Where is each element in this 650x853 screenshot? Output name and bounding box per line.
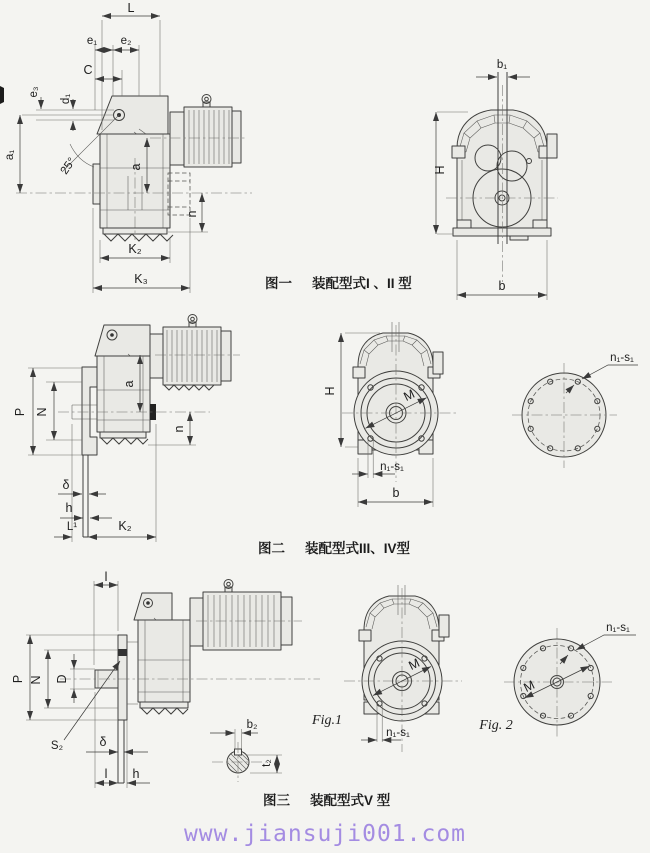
dim-label-P: P xyxy=(11,674,25,684)
dim-label-M-front: M xyxy=(406,655,422,673)
dim-label-n1s1-front: n₁-s₁ xyxy=(386,727,410,739)
dim-label-D: D xyxy=(55,674,69,684)
dim-label-K2: K₂ xyxy=(118,519,132,533)
dim-label-h: h xyxy=(132,767,140,781)
hollow-shaft-hidden xyxy=(168,173,190,215)
dim-label-M-flange: M xyxy=(521,677,537,695)
dim-label-delta: δ xyxy=(62,478,70,492)
fig1-caption-no: 图一 xyxy=(265,276,292,291)
fig1-caption-title: 装配型式I 、II 型 xyxy=(312,276,412,291)
mounting-flange xyxy=(118,635,127,720)
dim-label-t2: t₂ xyxy=(261,759,273,767)
dim-label-a: a xyxy=(122,380,136,388)
dim-label-K3: K₃ xyxy=(134,272,148,286)
gear-housing xyxy=(97,356,150,432)
dim-label-a: a xyxy=(129,163,143,171)
fig2-caption-title: 装配型式III、IV型 xyxy=(305,541,411,556)
fig3-side-view xyxy=(60,580,320,784)
scan-artifact xyxy=(0,86,4,104)
dim-label-L: L xyxy=(127,1,135,15)
dim-label-S2: S₂ xyxy=(50,740,64,752)
dim-label-n: n xyxy=(185,210,199,218)
dim-label-b2: b₂ xyxy=(246,719,258,731)
fig2-caption xyxy=(258,537,410,557)
fig1-front-view xyxy=(446,72,558,282)
fig1-caption xyxy=(265,272,412,292)
fig3-caption xyxy=(263,789,390,809)
dim-label-L1: L¹ xyxy=(66,521,78,533)
mounting-wall xyxy=(83,455,88,537)
mounting-flange xyxy=(82,367,97,455)
dim-label-C: C xyxy=(83,63,93,77)
fig3-shaft-section xyxy=(210,713,342,782)
dim-label-K2: K₂ xyxy=(128,242,142,256)
dim-label-M: M xyxy=(401,386,417,404)
dim-label-e1: e₁ xyxy=(86,35,98,47)
fig3-caption-title: 装配型式V 型 xyxy=(310,793,391,808)
dim-label-e3: e₃ xyxy=(28,86,40,98)
dim-label-l-bottom: l xyxy=(104,767,108,781)
dim-label-P: P xyxy=(13,407,27,417)
dim-label-N: N xyxy=(35,407,49,417)
gear-housing xyxy=(138,620,190,702)
fig2-caption-no: 图二 xyxy=(258,541,285,556)
fig3-front-view xyxy=(344,585,513,752)
fig2-side-view xyxy=(58,315,240,538)
dim-label-e2: e₂ xyxy=(120,35,132,47)
fig3-flange-view xyxy=(504,622,636,738)
dim-label-d1: d₁ xyxy=(60,93,72,105)
fig2-front-view xyxy=(342,322,458,482)
dim-label-n1s1: n₁-s₁ xyxy=(380,461,404,473)
watermark-url: www.jiansuji001.com xyxy=(183,821,467,847)
housing-fins xyxy=(104,234,173,241)
motor xyxy=(184,107,232,167)
dim-label-l-top: l xyxy=(104,570,108,584)
fig2-sub-label: Fig. 2 xyxy=(479,718,513,733)
flange-bolt-hole xyxy=(118,649,127,656)
fig3-caption-no: 图三 xyxy=(263,793,290,808)
mounting-wall xyxy=(118,720,124,783)
dim-label-a1: a₁ xyxy=(4,149,16,161)
dim-label-N: N xyxy=(29,675,43,685)
dim-label-h: h xyxy=(65,501,73,515)
fig1-sub-label: Fig.1 xyxy=(312,713,342,728)
dim-label-H: H xyxy=(433,165,447,175)
dim-label-n1s1-flange: n₁-s₁ xyxy=(610,352,634,364)
dim-label-b: b xyxy=(392,486,400,500)
dim-label-n: n xyxy=(172,425,186,433)
dim-label-n1s1-flange: n₁-s₁ xyxy=(606,622,630,634)
dim-label-angle: 25° xyxy=(58,155,79,177)
dim-label-b1: b₁ xyxy=(496,59,508,71)
fig2-flange-view xyxy=(512,352,638,468)
dim-label-b: b xyxy=(498,279,506,293)
dim-label-H: H xyxy=(323,386,337,396)
dim-label-delta: δ xyxy=(99,735,107,749)
